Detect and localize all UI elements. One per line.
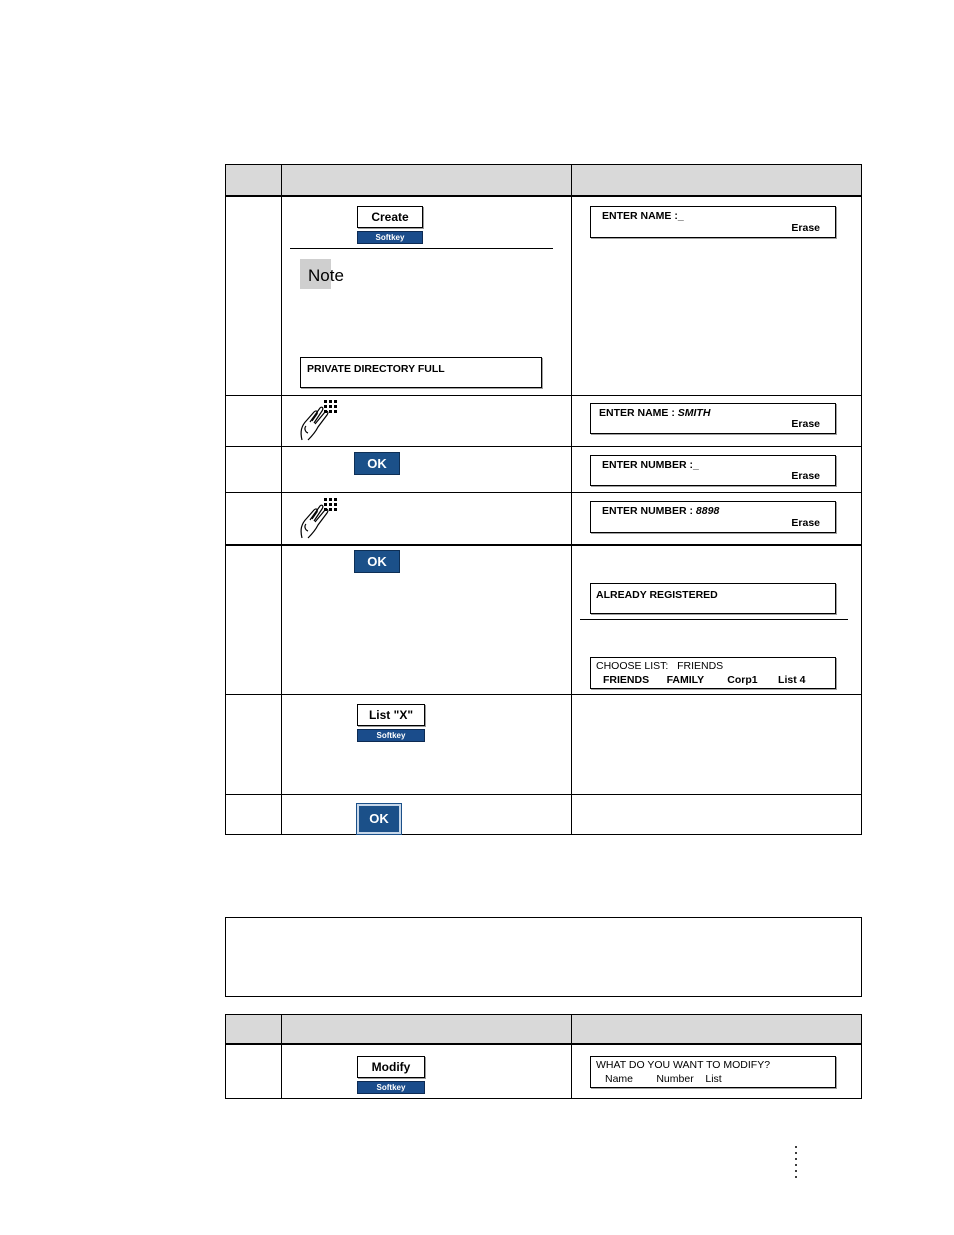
erase-label: Erase — [791, 418, 820, 430]
column-divider — [281, 1015, 282, 1098]
already-registered-display — [590, 583, 836, 614]
display-value: 8898 — [695, 505, 720, 517]
enter-number-8898-display — [590, 501, 836, 533]
column-divider — [571, 1015, 572, 1098]
table-header-row — [226, 165, 861, 197]
display-prefix: ENTER NUMBER : — [602, 505, 696, 517]
softkey-tag: Softkey — [357, 1081, 425, 1094]
choose-list-display — [590, 657, 836, 689]
display-line: ENTER NAME :_ — [602, 210, 684, 222]
column-divider — [281, 165, 282, 834]
note-text: Note — [308, 266, 344, 285]
ok-button[interactable]: OK — [354, 452, 400, 475]
display-line — [599, 407, 710, 419]
erase-label: Erase — [791, 470, 820, 482]
display-line: FRIENDS FAMILY Corp1 List 4 — [603, 674, 806, 686]
enter-number-display — [590, 455, 836, 486]
erase-label: Erase — [791, 517, 820, 529]
enter-name-display — [590, 206, 836, 238]
modify-softkey[interactable] — [357, 1056, 425, 1094]
table-header-row — [226, 1015, 861, 1045]
display-line: ALREADY REGISTERED — [596, 589, 718, 601]
display-prefix: ENTER NAME : — [599, 407, 678, 419]
display-line: PRIVATE DIRECTORY FULL — [307, 363, 445, 375]
list-x-softkey[interactable] — [357, 704, 425, 742]
modify-softkey-label: Modify — [357, 1056, 425, 1078]
ok-button[interactable]: OK — [357, 804, 401, 834]
column-divider — [571, 165, 572, 834]
keypad-hand-icon — [298, 398, 338, 442]
create-softkey-label: Create — [357, 206, 423, 228]
display-line: WHAT DO YOU WANT TO MODIFY? — [596, 1059, 771, 1071]
display-line: ENTER NUMBER :_ — [602, 459, 699, 471]
table-row — [226, 694, 861, 795]
modify-display — [590, 1056, 836, 1088]
create-softkey[interactable] — [357, 206, 423, 244]
divider-line — [290, 248, 553, 249]
private-directory-full-display — [300, 357, 542, 388]
display-line: Name Number List — [605, 1073, 722, 1085]
display-line — [602, 505, 719, 517]
table-row — [226, 794, 861, 835]
info-box — [225, 917, 862, 997]
keypad-hand-icon — [298, 496, 338, 540]
divider-line — [580, 619, 848, 620]
erase-label: Erase — [791, 222, 820, 234]
display-value: SMITH — [677, 407, 711, 419]
note-label — [300, 259, 344, 289]
softkey-tag: Softkey — [357, 729, 425, 742]
softkey-tag: Softkey — [357, 231, 423, 244]
ok-button[interactable]: OK — [354, 550, 400, 573]
page-margin-dots — [795, 1146, 799, 1182]
enter-name-smith-display — [590, 403, 836, 434]
list-x-softkey-label: List "X" — [357, 704, 425, 726]
display-line: CHOOSE LIST: FRIENDS — [596, 660, 724, 672]
